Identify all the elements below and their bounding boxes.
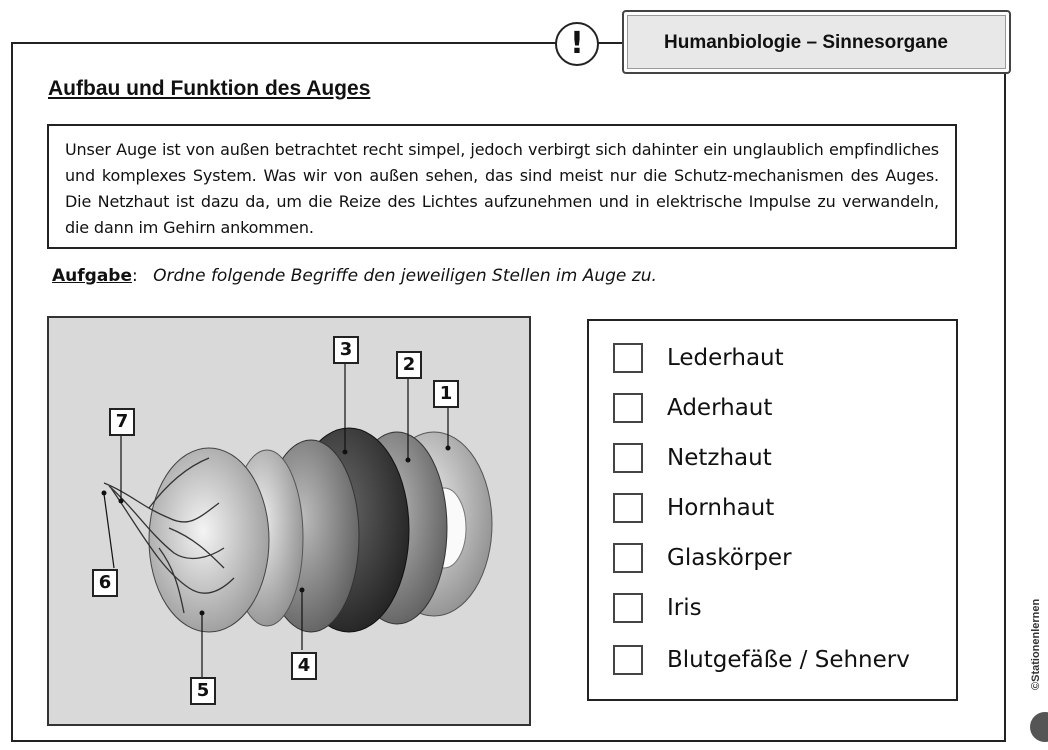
term-row — [613, 591, 702, 625]
term-row — [613, 491, 774, 525]
term-row — [613, 643, 910, 677]
term-label: Hornhaut — [667, 495, 775, 521]
terms-list — [587, 319, 958, 701]
term-checkbox[interactable] — [613, 645, 643, 675]
term-row — [613, 341, 784, 375]
term-checkbox[interactable] — [613, 393, 643, 423]
term-label: Iris — [667, 595, 702, 621]
page-frame-top — [11, 42, 556, 44]
intro-text-box — [47, 124, 957, 249]
task-label: Aufgabe — [52, 266, 132, 286]
page-frame-top-connector — [596, 42, 624, 44]
term-label: Aderhaut — [667, 395, 773, 421]
page-frame-left — [11, 42, 13, 742]
diagram-label-7: 7 — [109, 408, 135, 436]
exclamation-icon: ! — [555, 22, 599, 66]
banner-title: Humanbiologie – Sinnesorgane — [664, 32, 948, 53]
diagram-label-5: 5 — [190, 677, 216, 705]
diagram-label-3: 3 — [333, 336, 359, 364]
diagram-label-2: 2 — [396, 351, 422, 379]
page-title: Aufbau und Funktion des Auges — [48, 77, 371, 100]
term-label: Lederhaut — [667, 345, 784, 371]
page-frame-bottom — [11, 740, 1006, 742]
diagram-label-6: 6 — [92, 569, 118, 597]
term-checkbox[interactable] — [613, 593, 643, 623]
term-checkbox[interactable] — [613, 443, 643, 473]
term-label: Netzhaut — [667, 445, 772, 471]
term-row — [613, 541, 792, 575]
scroll-banner — [622, 10, 1011, 74]
eye-diagram — [47, 316, 531, 726]
term-row — [613, 441, 772, 475]
task-colon: : — [132, 266, 138, 286]
term-row — [613, 391, 772, 425]
publisher-logo-icon — [1030, 712, 1048, 742]
diagram-label-4: 4 — [291, 652, 317, 680]
task-line — [52, 266, 657, 286]
term-checkbox[interactable] — [613, 543, 643, 573]
publisher-side-text: ©Stationenlernen — [1030, 598, 1042, 690]
diagram-label-1: 1 — [433, 380, 459, 408]
term-checkbox[interactable] — [613, 493, 643, 523]
term-checkbox[interactable] — [613, 343, 643, 373]
term-label: Glaskörper — [667, 545, 792, 571]
intro-text: Unser Auge ist von außen betrachtet recht simpel, jedoch verbirgt sich dahinter ein unglaublich empfindliches und komplexes System. Was wir von außen sehen, das sind meist nur die Schutz-mechanismen des Auges. Die Netzhaut ist dazu da, um die Reize des Lichtes aufzunehmen und in elektrische Impulse zu verwandeln, die dann im Gehirn ankommen. — [65, 140, 939, 237]
front-eye-shape — [149, 448, 269, 632]
term-label: Blutgefäße / Sehnerv — [667, 647, 910, 673]
task-instruction: Ordne folgende Begriffe den jeweiligen Stellen im Auge zu. — [153, 266, 657, 286]
page-frame-right — [1004, 60, 1006, 742]
